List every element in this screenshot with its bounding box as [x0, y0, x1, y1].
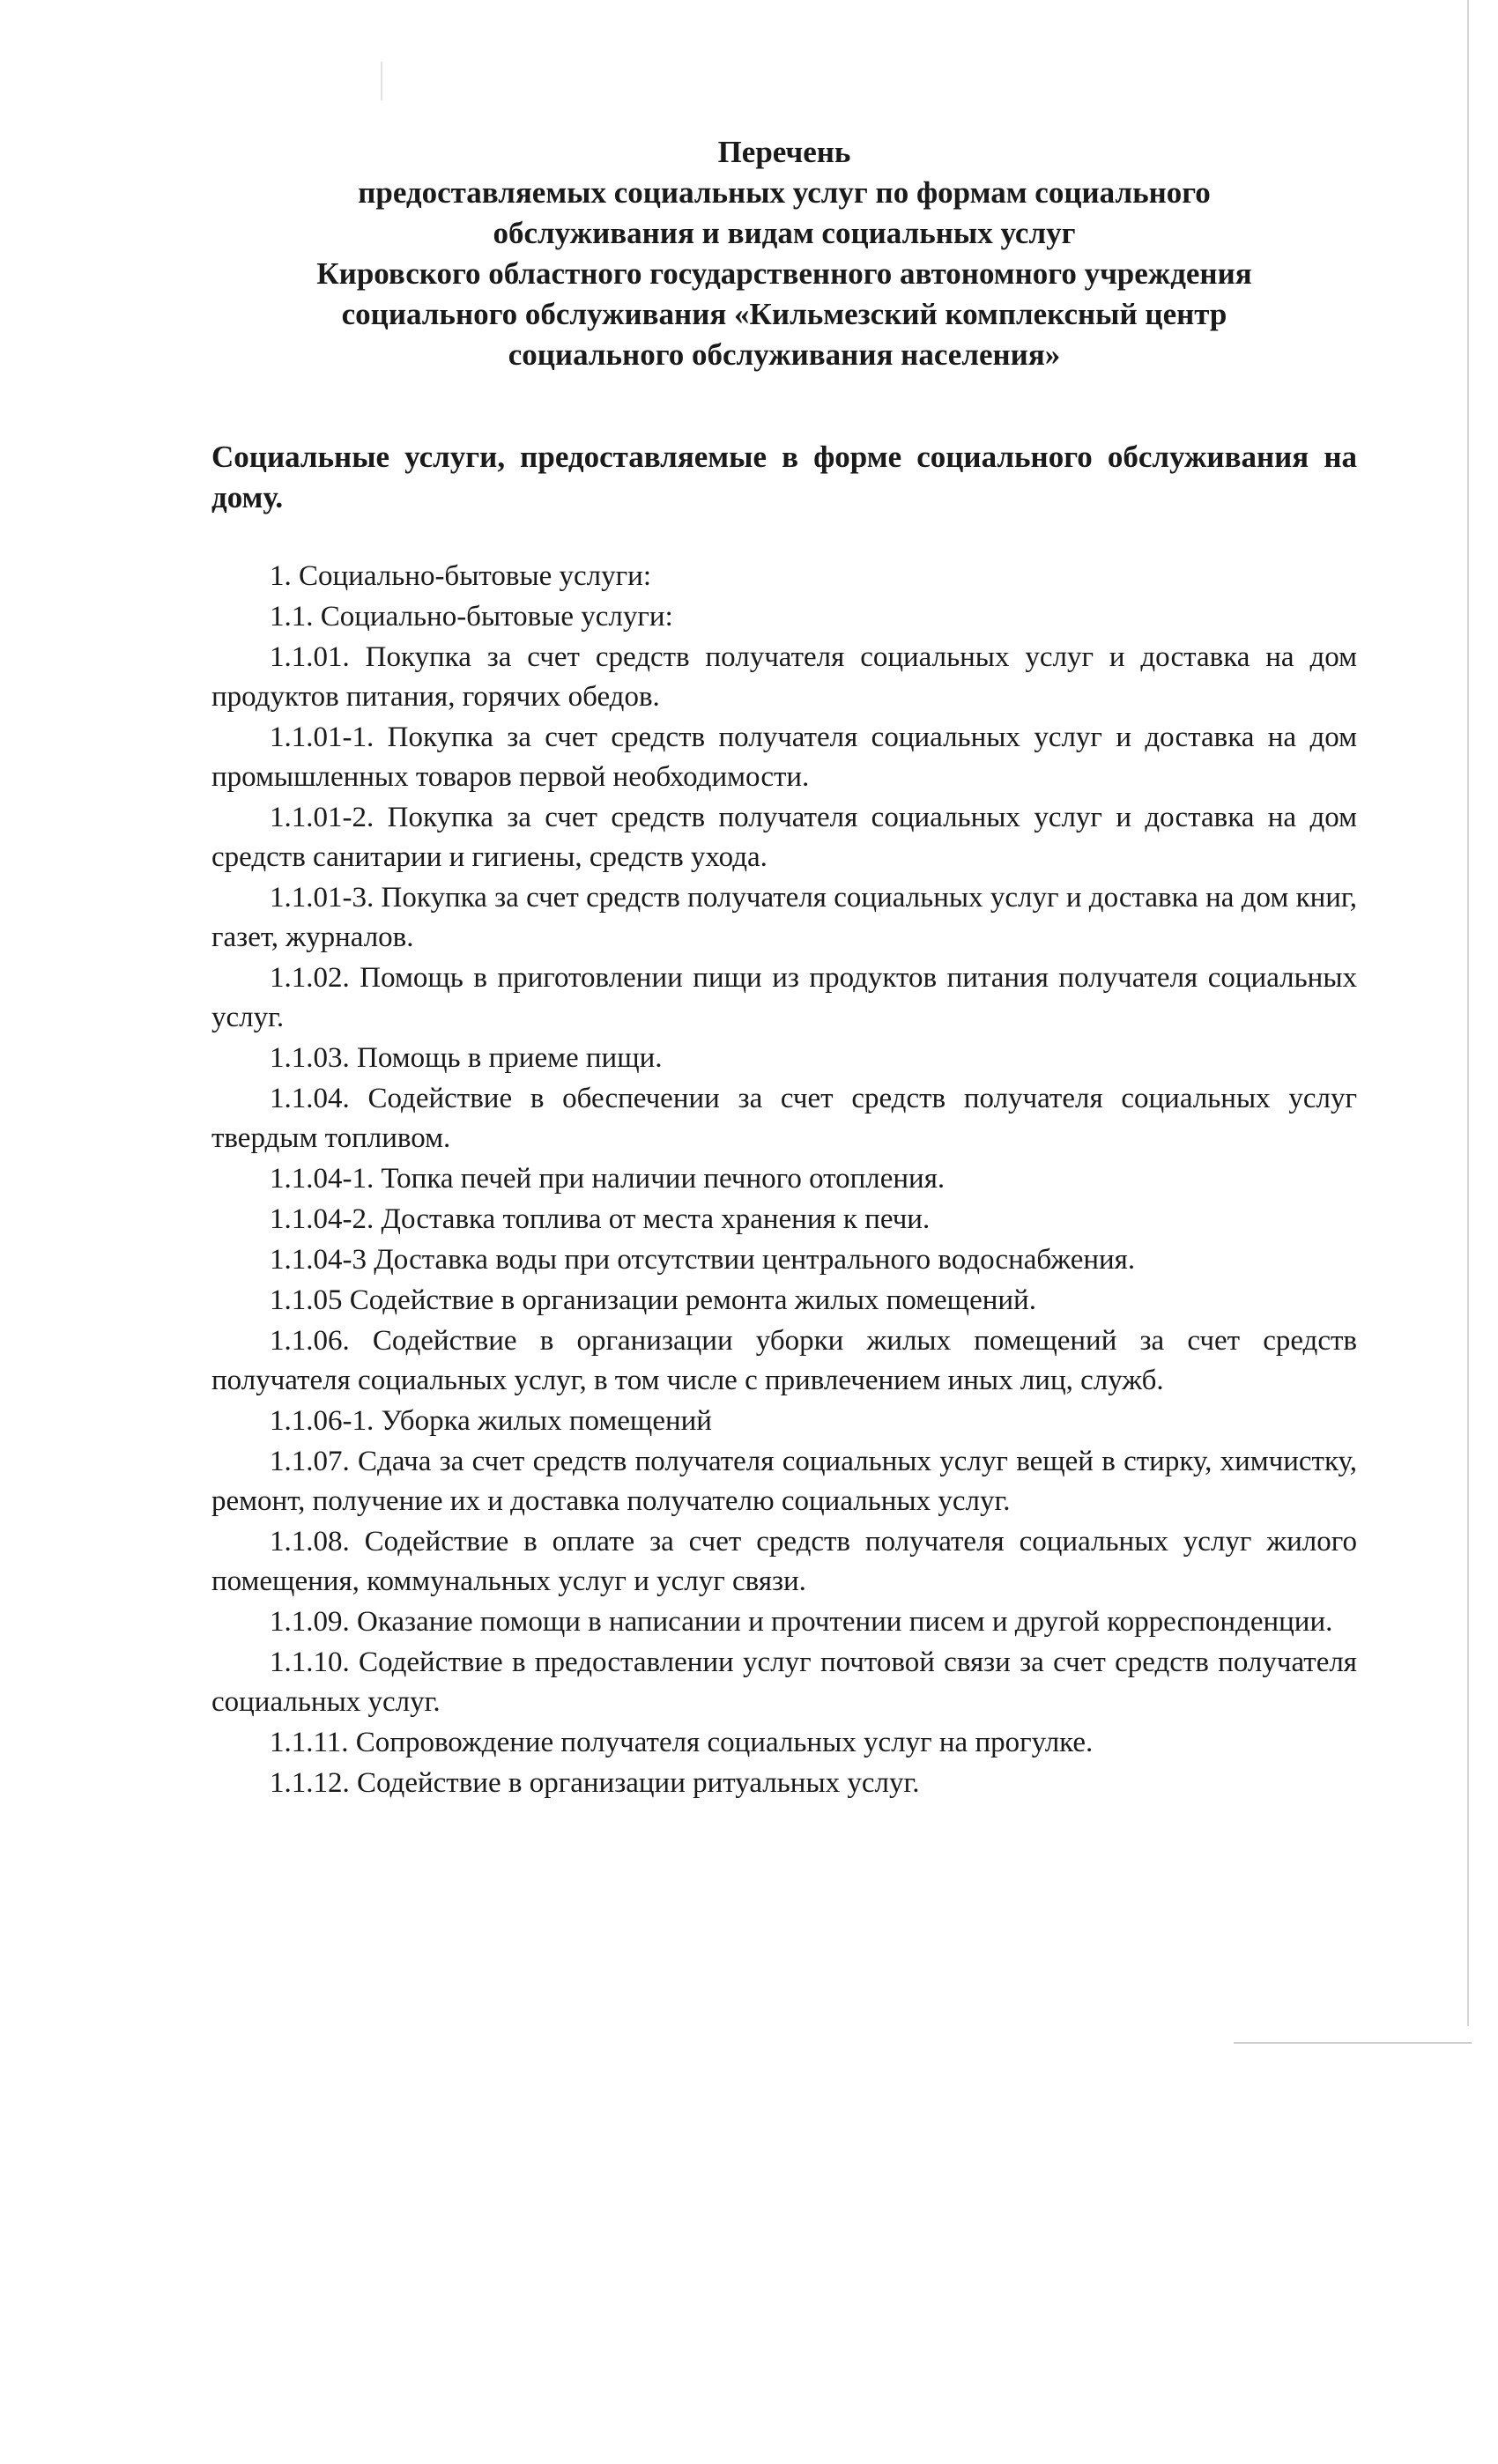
list-item: 1. Социально-бытовые услуги: — [270, 560, 652, 592]
header-line: социального обслуживания «Кильмезский комплексный центр — [341, 297, 1227, 331]
list-item: 1.1.03. Помощь в приеме пищи. — [270, 1042, 663, 1074]
list-item: 1.1.10. Содействие в предоставлении услуг почтовой связи за счет средств получателя социальных услуг. — [211, 1646, 1357, 1718]
list-item: 1.1. Социально-бытовые услуги: — [270, 601, 673, 633]
list-item: 1.1.04-1. Топка печей при наличии печного отопления. — [270, 1163, 946, 1195]
list-item: 1.1.04-3 Доставка воды при отсутствии центрального водоснабжения. — [270, 1244, 1136, 1276]
list-item: 1.1.08. Содействие в оплате за счет средств получателя социальных услуг жилого помещения, коммунальных услуг и услуг связи. — [211, 1526, 1357, 1597]
list-item: 1.1.04-2. Доставка топлива от места хранения к печи. — [270, 1203, 931, 1235]
document-header — [211, 132, 1357, 375]
list-item: 1.1.09. Оказание помощи в написании и прочтении писем и другой корреспонденции. — [270, 1606, 1333, 1638]
header-line: обслуживания и видам социальных услуг — [493, 216, 1076, 250]
list-item: 1.1.06. Содействие в организации уборки жилых помещений за счет средств получателя социальных услуг, в том числе с привлечением иных лиц, служб. — [211, 1325, 1357, 1396]
scan-edge-right — [1467, 0, 1469, 2026]
header-line: Кировского областного государственного автономного учреждения — [316, 256, 1252, 291]
list-item: 1.1.01-2. Покупка за счет средств получателя социальных услуг и доставка на дом средств санитарии и гигиены, средств ухода. — [211, 802, 1357, 873]
section-heading: Социальные услуги, предоставляемые в форме социального обслуживания на дому. — [211, 440, 1357, 514]
list-item: 1.1.01-1. Покупка за счет средств получателя социальных услуг и доставка на дом промышленных товаров первой необходимости. — [211, 721, 1357, 793]
header-line: предоставляемых социальных услуг по формам социального — [358, 175, 1211, 210]
list-item: 1.1.05 Содействие в организации ремонта жилых помещений. — [270, 1284, 1036, 1316]
list-item: 1.1.11. Сопровождение получателя социальных услуг на прогулке. — [270, 1727, 1094, 1758]
list-item: 1.1.01-3. Покупка за счет средств получателя социальных услуг и доставка на дом книг, газет, журналов. — [211, 882, 1357, 953]
document-title: Перечень — [717, 135, 851, 169]
scan-speck — [381, 62, 382, 100]
header-line: социального обслуживания населения» — [508, 337, 1061, 372]
list-item: 1.1.02. Помощь в приготовлении пищи из продуктов питания получателя социальных услуг. — [211, 962, 1357, 1033]
services-list — [211, 557, 1357, 1803]
list-item: 1.1.12. Содействие в организации ритуальных услуг. — [270, 1767, 920, 1799]
list-item: 1.1.01. Покупка за счет средств получателя социальных услуг и доставка на дом продуктов питания, горячих обедов. — [211, 641, 1357, 713]
document-body — [211, 132, 1357, 1803]
list-item: 1.1.04. Содействие в обеспечении за счет средств получателя социальных услуг твердым топливом. — [211, 1083, 1357, 1154]
list-item: 1.1.07. Сдача за счет средств получателя социальных услуг вещей в стирку, химчистку, ремонт, получение их и доставка получателю социальных услуг. — [211, 1446, 1357, 1517]
scan-edge-bottom — [1234, 2042, 1472, 2044]
list-item: 1.1.06-1. Уборка жилых помещений — [270, 1405, 712, 1437]
